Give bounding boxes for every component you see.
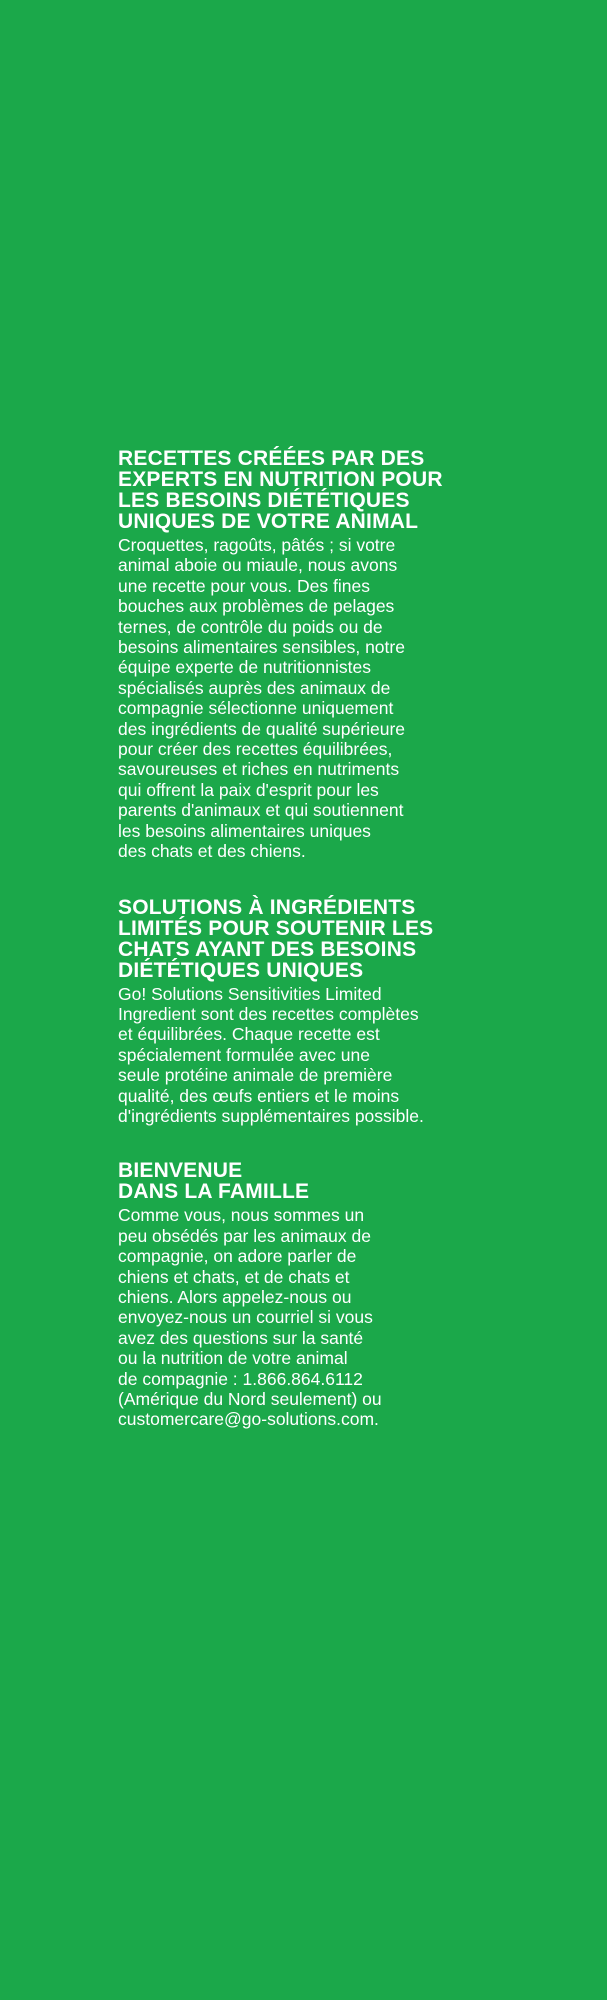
section-expert-recipes	[118, 448, 498, 862]
heading-line: BIENVENUE	[118, 1159, 243, 1183]
section-body	[118, 535, 498, 862]
section-heading	[118, 897, 498, 981]
body-line: Go! Solutions Sensitivities Limited	[118, 983, 382, 1004]
body-line: des chats et des chiens.	[118, 841, 306, 862]
body-line: qualité, des œufs entiers et le moins	[118, 1085, 400, 1106]
body-line: qui offrent la paix d'esprit pour les	[118, 779, 379, 800]
body-line: Comme vous, nous sommes un	[118, 1205, 365, 1226]
section-limited-ingredients	[118, 897, 498, 1127]
section-body	[118, 984, 498, 1127]
section-heading	[118, 448, 498, 532]
body-line: spécialisés auprès des animaux de	[118, 677, 391, 698]
heading-line: LIMITÉS POUR SOUTENIR LES	[118, 916, 434, 940]
body-line: de compagnie : 1.866.864.6112	[118, 1368, 363, 1389]
body-line: pour créer des recettes équilibrées,	[118, 739, 393, 760]
heading-line: EXPERTS EN NUTRITION POUR	[118, 468, 443, 491]
body-line: avez des questions sur la santé	[118, 1327, 364, 1348]
body-line: (Amérique du Nord seulement) ou	[118, 1389, 382, 1409]
content-column	[118, 448, 498, 1430]
body-line: spécialement formulée avec une	[118, 1044, 370, 1065]
body-line: ternes, de contrôle du poids ou de	[118, 616, 383, 637]
body-line: Ingredient sont des recettes complètes	[118, 1003, 419, 1024]
body-line: les besoins alimentaires uniques	[118, 820, 371, 841]
heading-line: UNIQUES DE VOTRE ANIMAL	[118, 510, 419, 533]
body-line: chiens et chats, et de chats et	[118, 1266, 350, 1287]
body-line: seule protéine animale de première	[118, 1065, 393, 1086]
heading-line: DANS LA FAMILLE	[118, 1180, 310, 1204]
body-line: des ingrédients de qualité supérieure	[118, 718, 405, 739]
body-line: et équilibrées. Chaque recette est	[118, 1024, 380, 1045]
body-line: customercare@go-solutions.com.	[118, 1409, 379, 1430]
body-line: chiens. Alors appelez-nous ou	[118, 1286, 352, 1307]
body-line: équipe experte de nutritionnistes	[118, 657, 371, 678]
heading-line: RECETTES CRÉÉES PAR DES	[118, 447, 425, 470]
heading-line: SOLUTIONS À INGRÉDIENTS	[118, 895, 416, 919]
body-line: animal aboie ou miaule, nous avons	[118, 555, 398, 576]
body-line: besoins alimentaires sensibles, notre	[118, 637, 405, 658]
body-line: bouches aux problèmes de pelages	[118, 596, 395, 617]
body-line: compagnie, on adore parler de	[118, 1246, 357, 1267]
section-welcome-family	[118, 1160, 498, 1429]
section-body	[118, 1205, 498, 1429]
body-line: d'ingrédients supplémentaires possible.	[118, 1105, 424, 1126]
body-line: peu obsédés par les animaux de	[118, 1225, 371, 1246]
body-line: parents d'animaux et qui soutiennent	[118, 800, 404, 821]
body-line: Croquettes, ragoûts, pâtés ; si votre	[118, 535, 396, 555]
section-heading	[118, 1160, 498, 1202]
heading-line: LES BESOINS DIÉTÉTIQUES	[118, 489, 410, 512]
body-line: compagnie sélectionne uniquement	[118, 698, 394, 719]
body-line: une recette pour vous. Des fines	[118, 575, 370, 596]
heading-line: DIÉTÉTIQUES UNIQUES	[118, 958, 364, 982]
body-line: savoureuses et riches en nutriments	[118, 759, 400, 780]
heading-line: CHATS AYANT DES BESOINS	[118, 937, 417, 961]
body-line: envoyez-nous un courriel si vous	[118, 1307, 373, 1328]
body-line: ou la nutrition de votre animal	[118, 1348, 348, 1369]
